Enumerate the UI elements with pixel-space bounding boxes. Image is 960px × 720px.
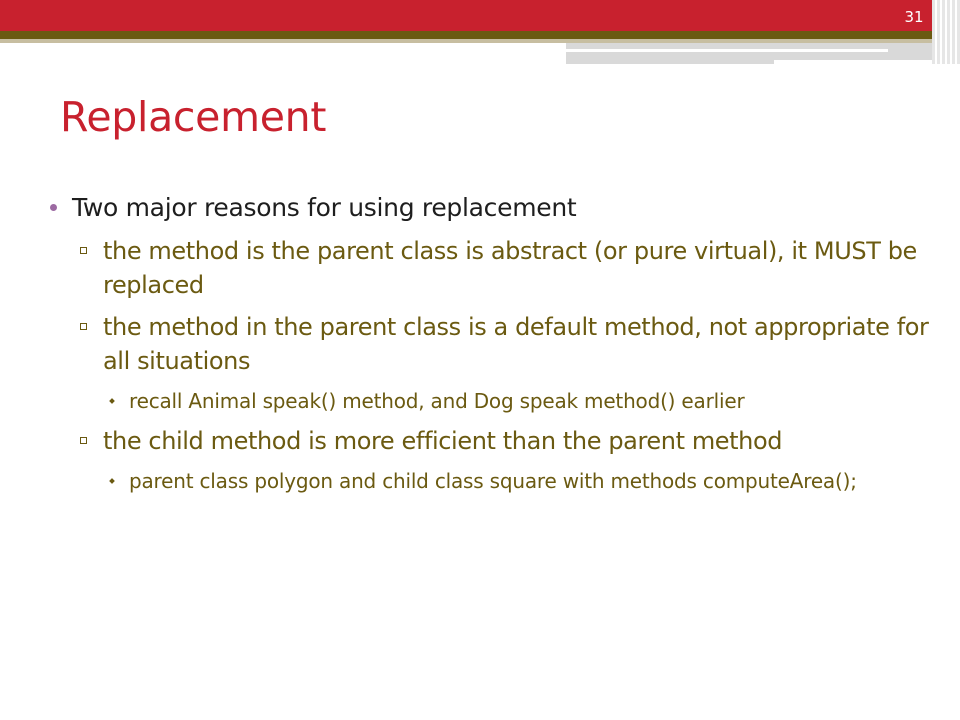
bullet-sub-default-text: the method in the parent class is a default method, not appropriate for all situations (103, 313, 929, 375)
bullet-sub-abstract-text: the method is the parent class is abstract (or pure virtual), it MUST be replaced (103, 237, 917, 299)
bullet-sub-default (78, 310, 938, 378)
bullet-square-icon (80, 323, 87, 330)
bullet-detail-polygon (106, 466, 938, 496)
header-olive-bar (0, 31, 932, 39)
slide-title: Replacement (60, 93, 327, 141)
bullet-main (48, 190, 938, 226)
bullet-main-text: Two major reasons for using replacement (72, 193, 577, 222)
slide-number: 31 (904, 8, 924, 26)
bullet-square-icon (80, 437, 87, 444)
bullet-detail-polygon-text: parent class polygon and child class square with methods computeArea(); (129, 469, 857, 493)
slide-content (48, 190, 938, 504)
bullet-diamond-icon (109, 478, 115, 484)
bullet-sub-abstract (78, 234, 938, 302)
bullet-diamond-icon (109, 398, 115, 404)
bullet-detail-animal (106, 386, 938, 416)
bullet-dot-icon (50, 204, 57, 211)
header-red-bar (0, 0, 932, 31)
header-divider-line-short (774, 60, 932, 64)
header-divider-line (566, 49, 888, 52)
header-stripes (932, 0, 960, 64)
bullet-detail-animal-text: recall Animal speak() method, and Dog speak method() earlier (129, 389, 745, 413)
bullet-square-icon (80, 247, 87, 254)
bullet-sub-efficient (78, 424, 938, 458)
bullet-sub-efficient-text: the child method is more efficient than the parent method (103, 427, 783, 455)
